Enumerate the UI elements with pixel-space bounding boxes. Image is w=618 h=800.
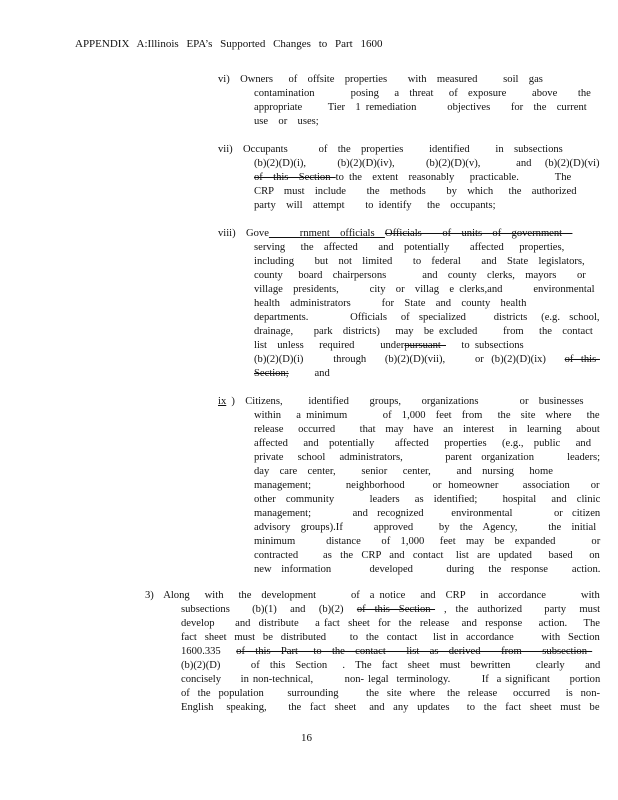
deleted-text: of this Part to the contact list as derived from subsection bbox=[236, 646, 593, 657]
item-vii-line: (b)(2)(D)(i), (b)(2)(D)(iv), (b)(2)(D)(v), and (b)(2)(D)(vi) bbox=[254, 158, 600, 169]
item-viii-line: county board chairpersons and county clerks, mayors or bbox=[254, 270, 586, 281]
item-viii-line: health administrators for State and county health bbox=[254, 298, 527, 309]
item-3-line: develop and distribute a fact sheet for the release and response action. The bbox=[181, 618, 600, 629]
deleted-text: pursuant bbox=[404, 340, 446, 351]
page-number: 16 bbox=[301, 732, 312, 744]
item-vii-line: vii) Occupants of the properties identified in subsections bbox=[218, 144, 563, 155]
item-ix-line: affected and potentially affected properties (e.g., public and bbox=[254, 438, 592, 449]
item-3-line bbox=[181, 645, 592, 659]
inserted-text: rnment officials bbox=[268, 228, 385, 239]
item-vi-line: appropriate Tier 1 remediation objectives for the current bbox=[254, 102, 587, 113]
item-ix-line: within a minimum of 1,000 feet from the site where the bbox=[254, 410, 600, 421]
item-ix-line: new information developed during the response action. bbox=[254, 564, 601, 575]
item-viii-line bbox=[254, 339, 524, 353]
item-ix-line: management; neighborhood or homeowner association or bbox=[254, 480, 600, 491]
item-3-text: subsections (b)(1) and (b)(2) bbox=[181, 604, 357, 615]
deleted-text: of this Section bbox=[356, 604, 436, 615]
item-vi-line: vi) Owners of offsite properties with measured soil gas bbox=[218, 74, 543, 85]
item-ix-label: ix bbox=[218, 396, 227, 407]
item-3-line: 3) Along with the development of a notice and CRP in accordance with bbox=[145, 590, 600, 601]
item-viii-text: list unless required under bbox=[254, 340, 405, 351]
item-viii-line: serving the affected and potentially affected properties, bbox=[254, 242, 565, 253]
item-3-text: , the authorized party must bbox=[435, 604, 601, 615]
item-vii-line: party will attempt to identify the occupants; bbox=[254, 200, 496, 211]
item-ix-line: management; and recognized environmental or citizen bbox=[254, 508, 601, 519]
item-ix-line: minimum distance of 1,000 feet may be expanded or bbox=[254, 536, 601, 547]
item-viii-label: viii) Gove bbox=[218, 228, 269, 239]
item-ix-line: advisory groups).If approved by the Agency, the initial bbox=[254, 522, 597, 533]
item-viii-line: departments. Officials of specialized districts (e.g. school, bbox=[254, 312, 600, 323]
item-3-line: of the population surrounding the site where the release occurred is non- bbox=[181, 688, 601, 699]
item-3-line bbox=[181, 603, 600, 617]
item-3-line: fact sheet must be distributed to the contact list in accordance with Section bbox=[181, 632, 600, 643]
deleted-text: Section; bbox=[254, 368, 289, 379]
appendix-header: APPENDIX A:Illinois EPA’s Supported Changes to Part 1600 bbox=[75, 38, 383, 50]
item-viii-line bbox=[254, 367, 330, 381]
item-vi-line: use or uses; bbox=[254, 116, 319, 127]
item-3-line: (b)(2)(D) of this Section . The fact sheet must bewritten clearly and bbox=[181, 660, 601, 671]
item-ix-line: day care center, senior center, and nursing home bbox=[254, 466, 553, 477]
item-3-line: English speaking, the fact sheet and any updates to the fact sheet must be bbox=[181, 702, 600, 713]
item-ix-line: release occurred that may have an interest in learning about bbox=[254, 424, 600, 435]
deleted-text: of this bbox=[564, 354, 600, 365]
item-vii-line: CRP must include the methods by which the authorized bbox=[254, 186, 577, 197]
item-3-line: concisely in non-technical, non- legal terminology. If a significant portion bbox=[181, 674, 601, 685]
item-viii-text: and bbox=[288, 368, 330, 379]
item-ix-text: ) Citizens, identified groups, organizations or businesses bbox=[226, 396, 584, 407]
item-vii-line bbox=[254, 171, 571, 185]
item-3-text: 1600.335 bbox=[181, 646, 237, 657]
item-ix-line: contracted as the CRP and contact list are updated based on bbox=[254, 550, 600, 561]
item-viii-line: drainage, park districts) may be excluded from the contact bbox=[254, 326, 593, 337]
item-viii-text: to subsections bbox=[445, 340, 524, 351]
item-ix-line: other community leaders as identified; hospital and clinic bbox=[254, 494, 601, 505]
deleted-text: Officials of units of government bbox=[384, 228, 573, 239]
item-viii-text: (b)(2)(D)(i) through (b)(2)(D)(vii), or (b)(2)(D)(ix) bbox=[254, 354, 565, 365]
item-viii-line: including but not limited to federal and State legislators, bbox=[254, 256, 585, 267]
item-vi-line: contamination posing a threat of exposure above the bbox=[254, 88, 591, 99]
deleted-text: of this Section bbox=[254, 172, 336, 183]
item-viii-line bbox=[218, 227, 572, 241]
item-viii-line: village presidents, city or villag e clerks,and environmental bbox=[254, 284, 595, 295]
item-ix-line: private school administrators, parent organization leaders; bbox=[254, 452, 601, 463]
inserted-text: to the extent reasonably practicable. The bbox=[335, 172, 572, 183]
item-viii-line bbox=[254, 353, 600, 367]
item-ix-line bbox=[218, 395, 584, 409]
